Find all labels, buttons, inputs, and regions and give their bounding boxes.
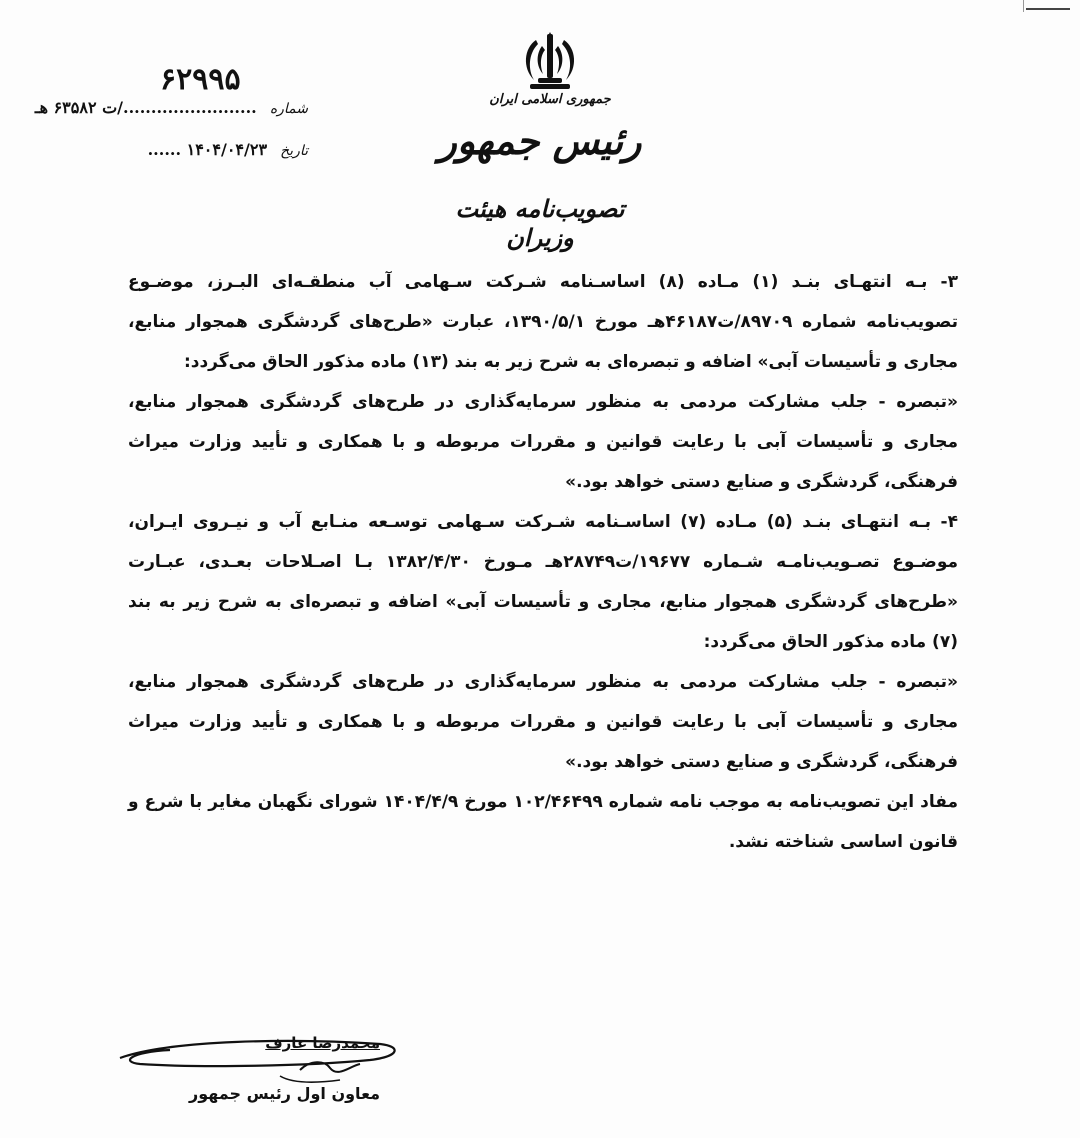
cabinet-decree-title: تصویب‌نامه هیئت وزیران: [455, 194, 625, 252]
letter-number: [28, 98, 308, 117]
iran-emblem-icon: [516, 30, 584, 96]
date-value: ۱۴۰۴/۰۴/۲۳ ......: [147, 140, 268, 159]
paragraph-guardian-council: مفاد این تصویب‌نامه به موجب نامه شماره ۱۰۲/۴۶۴۹۹ مورخ ۱۴۰۴/۴/۹ شورای نگهبان مغایر با شرع و قانون اساسی شناخته نشد.: [128, 792, 958, 852]
paragraph-article-3: ۳- بـه انتهـای بنـد (۱) مـاده (۸) اساسـنامه شـرکت سـهامی آب منطقـه‌ای البـرز، موضـوع تصویب‌نامه شماره ۸۹۷۰۹/ت۴۶۱۸۷هـ مورخ ۱۳۹۰/۵/۱، عبارت «طرح‌های گردشگری همجوار منابع، مجاری و تأسیسات آبی» اضافه و تبصره‌ای به شرح زیر به بند (۱۳) ماده مذکور الحاق می‌گردد:: [128, 272, 958, 372]
president-title: رئیس جمهور: [438, 118, 642, 163]
signatory-name: محمدرضا عارف: [265, 1034, 380, 1052]
scan-mark: [1023, 0, 1024, 12]
letter-date: [100, 140, 308, 159]
number-value: ......................../ت ۶۳۵۸۲ هـ: [34, 98, 257, 117]
scan-mark: [1026, 8, 1070, 10]
paragraph-note-2: «تبصره - جلب مشارکت مردمی به منظور سرمایه‌گذاری در طرح‌های گردشگری همجوار منابع، مجاری و تأسیسات آبی با رعایت قوانین و مقررات مربوطه و با همکاری و تأیید وزارت میراث فرهنگی، گردشگری و صنایع دستی خواهد بود.»: [128, 672, 958, 772]
handwritten-number: ۶۲۹۹۵: [160, 62, 241, 97]
date-label: تاریخ: [280, 143, 308, 159]
decree-body: [128, 262, 958, 862]
paragraph-article-4: ۴- بـه انتهـای بنـد (۵) مـاده (۷) اساسـنامه شـرکت سـهامی توسـعه منـابع آب و نیـروی ایـران، موضـوع تصـویب‌نامـه شـماره ۱۹۶۷۷/ت۲۸۷۴۹هـ مـورخ ۱۳۸۲/۴/۳۰ بـا اصـلاحات بعـدی، عبـارت «طرح‌های گردشگری همجوار منابع، مجاری و تأسیسات آبی» اضافه و تبصره‌ای به شرح زیر به بند (۷) ماده مذکور الحاق می‌گردد:: [128, 512, 958, 652]
signatory-title: معاون اول رئیس جمهور: [189, 1084, 380, 1103]
republic-title: جمهوری اسلامی ایران: [489, 92, 611, 107]
number-label: شماره: [269, 101, 308, 117]
paragraph-note-1: «تبصره - جلب مشارکت مردمی به منظور سرمایه‌گذاری در طرح‌های گردشگری همجوار منابع، مجاری و تأسیسات آبی با رعایت قوانین و مقررات مربوطه و با همکاری و تأیید وزارت میراث فرهنگی، گردشگری و صنایع دستی خواهد بود.»: [128, 392, 958, 492]
